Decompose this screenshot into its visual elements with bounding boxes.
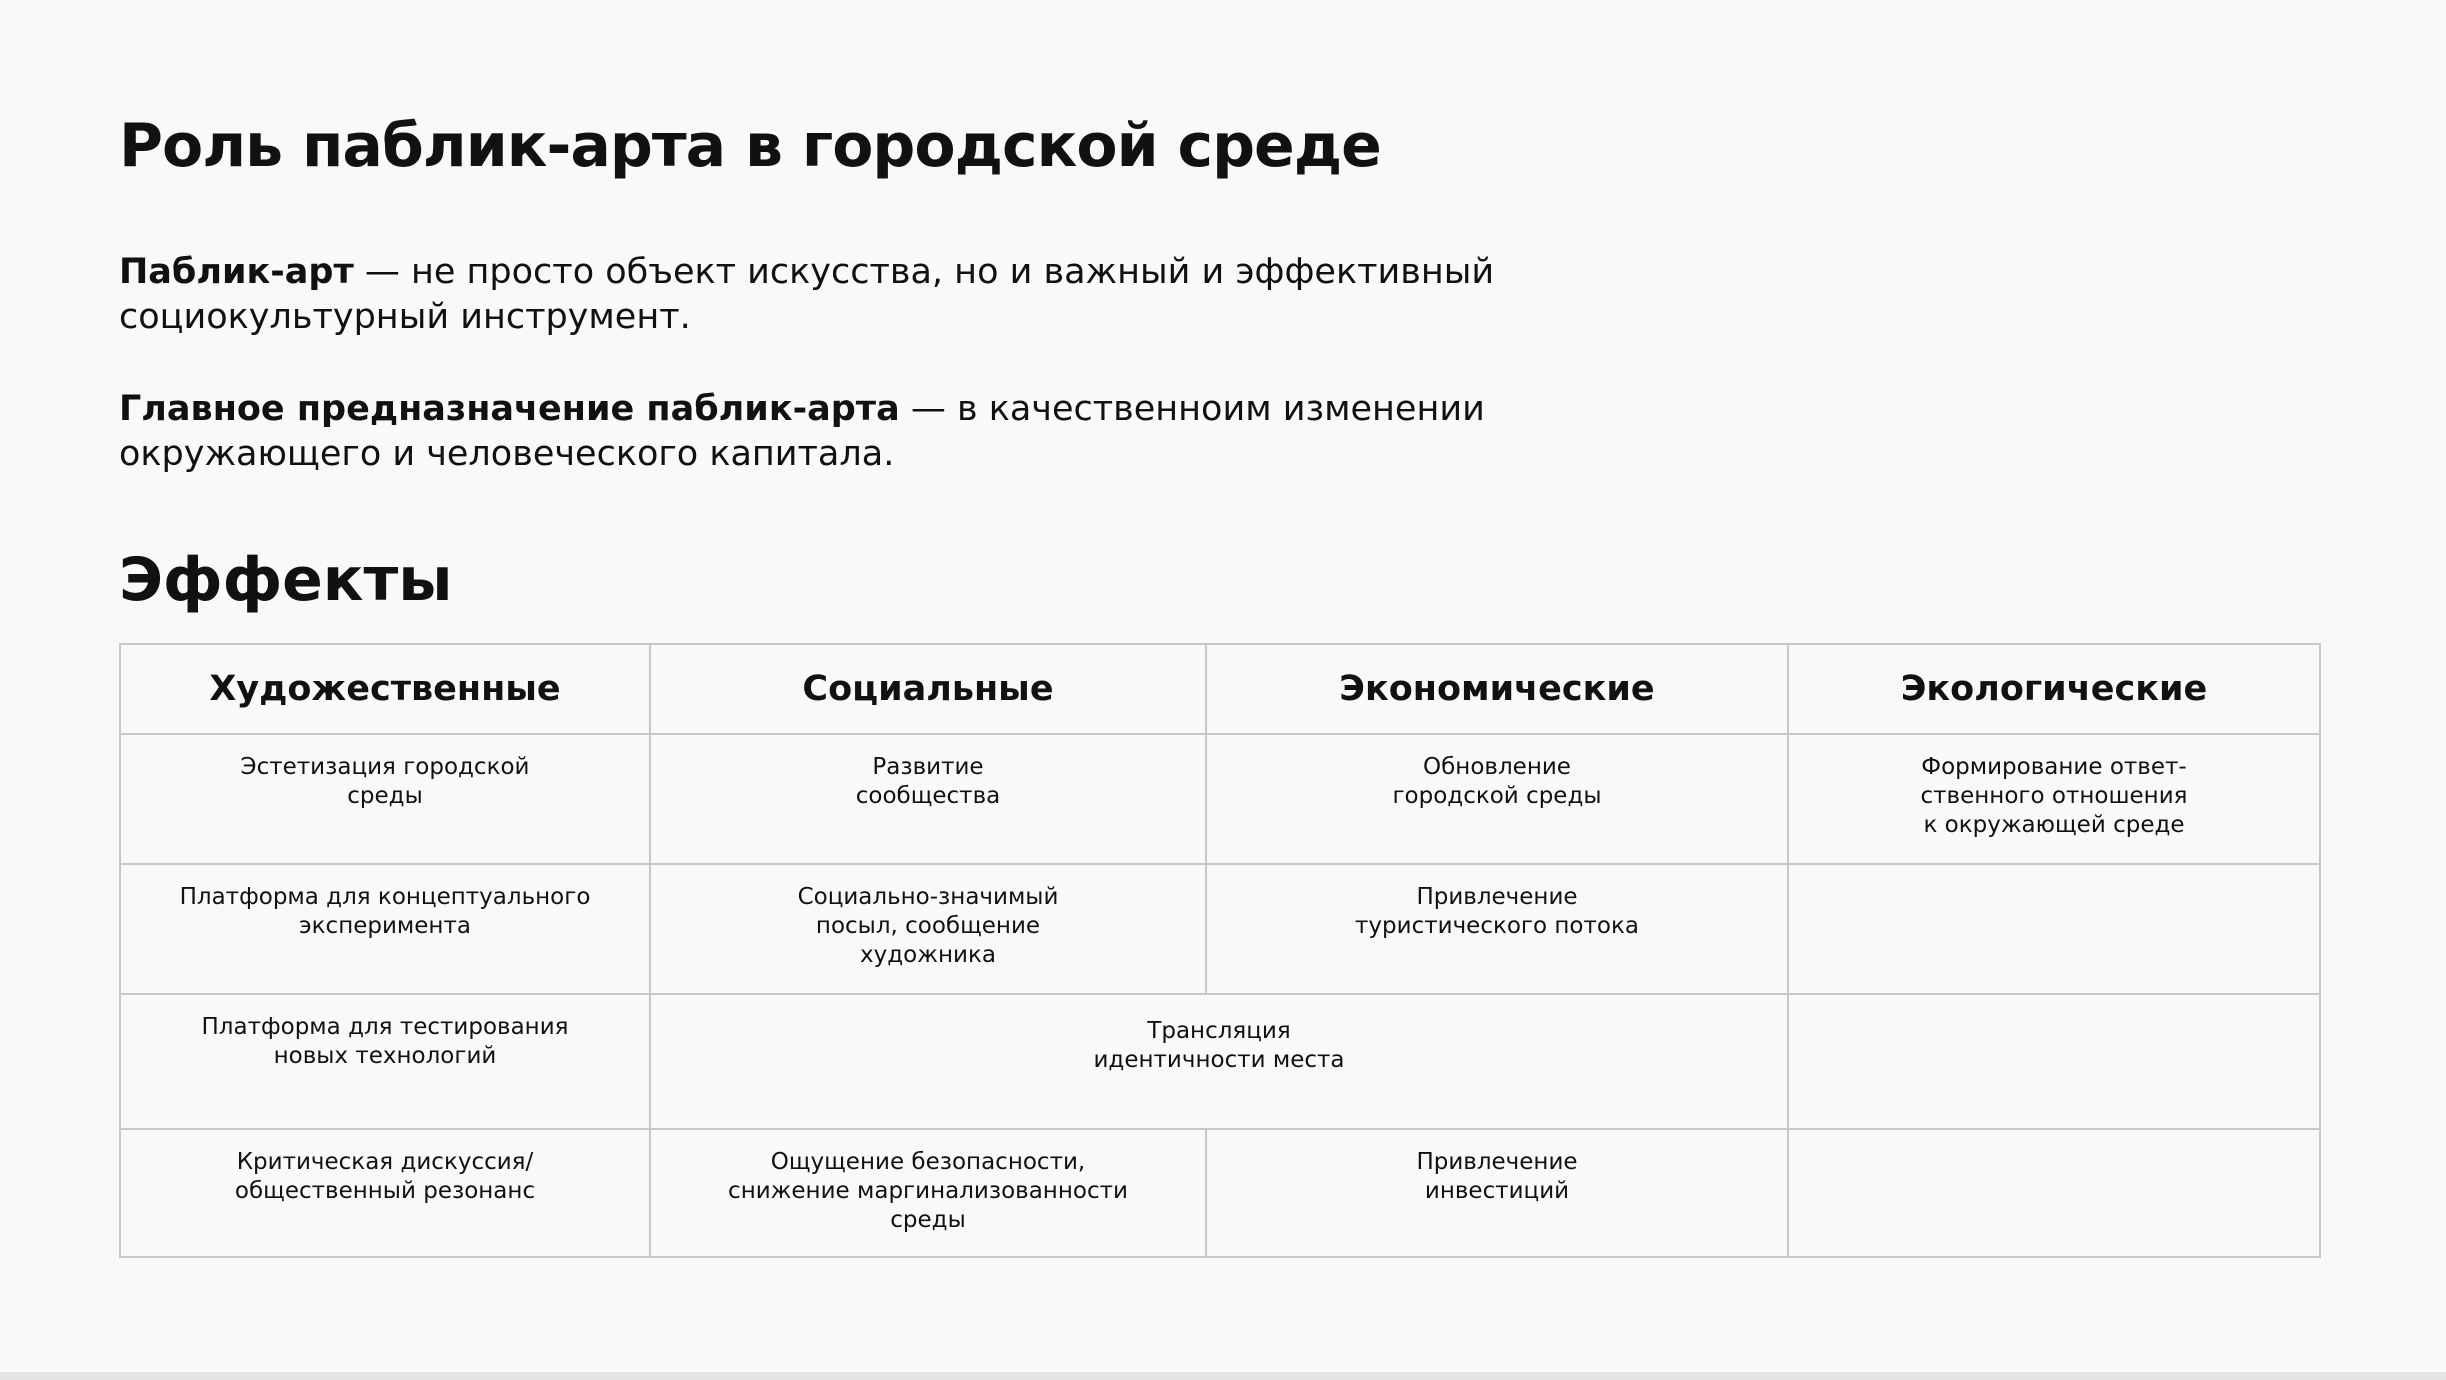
table-cell [650, 864, 1206, 994]
table-cell-merged [650, 994, 1788, 1129]
intro-paragraph [119, 250, 1499, 340]
header-artistic: Художественные [120, 644, 650, 734]
table-row [120, 1129, 2320, 1257]
table-cell [120, 864, 650, 994]
table-row [120, 864, 2320, 994]
cell-text: Трансляция идентичности места [1093, 1018, 1345, 1073]
intro-paragraph-text: — не просто объект искусства, но и важный и эффективный социокультурный инструмент. [119, 252, 1495, 337]
table-cell [120, 994, 650, 1129]
cell-text: Платформа для тестирования новых технологий [201, 1014, 569, 1069]
purpose-paragraph-bold: Главное предназначение паблик-арта [119, 389, 900, 429]
effects-table [119, 643, 2321, 1258]
cell-text: Критическая дискуссия/ общественный резонанс [234, 1149, 536, 1204]
header-social: Социальные [650, 644, 1206, 734]
table-cell [650, 734, 1206, 864]
header-economic: Экономические [1206, 644, 1788, 734]
header-ecological: Экологические [1788, 644, 2320, 734]
table-cell [650, 1129, 1206, 1257]
table-row [120, 734, 2320, 864]
cell-text: Ощущение безопасности, снижение маргинализованности среды [728, 1149, 1128, 1233]
intro-paragraph-bold: Паблик-арт [119, 252, 354, 292]
table-cell [1206, 1129, 1788, 1257]
cell-text: Социально-значимый посыл, сообщение художника [797, 884, 1059, 968]
table-cell [1206, 734, 1788, 864]
cell-text: Обновление городской среды [1392, 754, 1602, 809]
cell-text: Привлечение туристического потока [1355, 884, 1639, 939]
cell-text: Привлечение инвестиций [1416, 1149, 1578, 1204]
table-header-row [120, 644, 2320, 734]
table-row [120, 994, 2320, 1129]
purpose-paragraph [119, 387, 1499, 477]
cell-text: Эстетизация городской среды [240, 754, 530, 809]
cell-text: Формирование ответ- ственного отношения к окружающей среде [1920, 754, 2188, 838]
table-cell [120, 734, 650, 864]
table-cell-empty [1788, 994, 2320, 1129]
table-cell [1206, 864, 1788, 994]
table-cell [120, 1129, 650, 1257]
cell-text: Платформа для концептуального эксперимента [179, 884, 591, 939]
effects-section-title: Эффекты [119, 545, 453, 615]
purpose-paragraph-text: — в качественноим изменении окружающего и человеческого капитала. [119, 389, 1485, 474]
bottom-divider [0, 1372, 2446, 1380]
table-cell-empty [1788, 1129, 2320, 1257]
slide-title: Роль паблик-арта в городской среде [119, 111, 1381, 181]
table-cell [1788, 734, 2320, 864]
table-cell-empty [1788, 864, 2320, 994]
cell-text: Развитие сообщества [855, 754, 1001, 809]
